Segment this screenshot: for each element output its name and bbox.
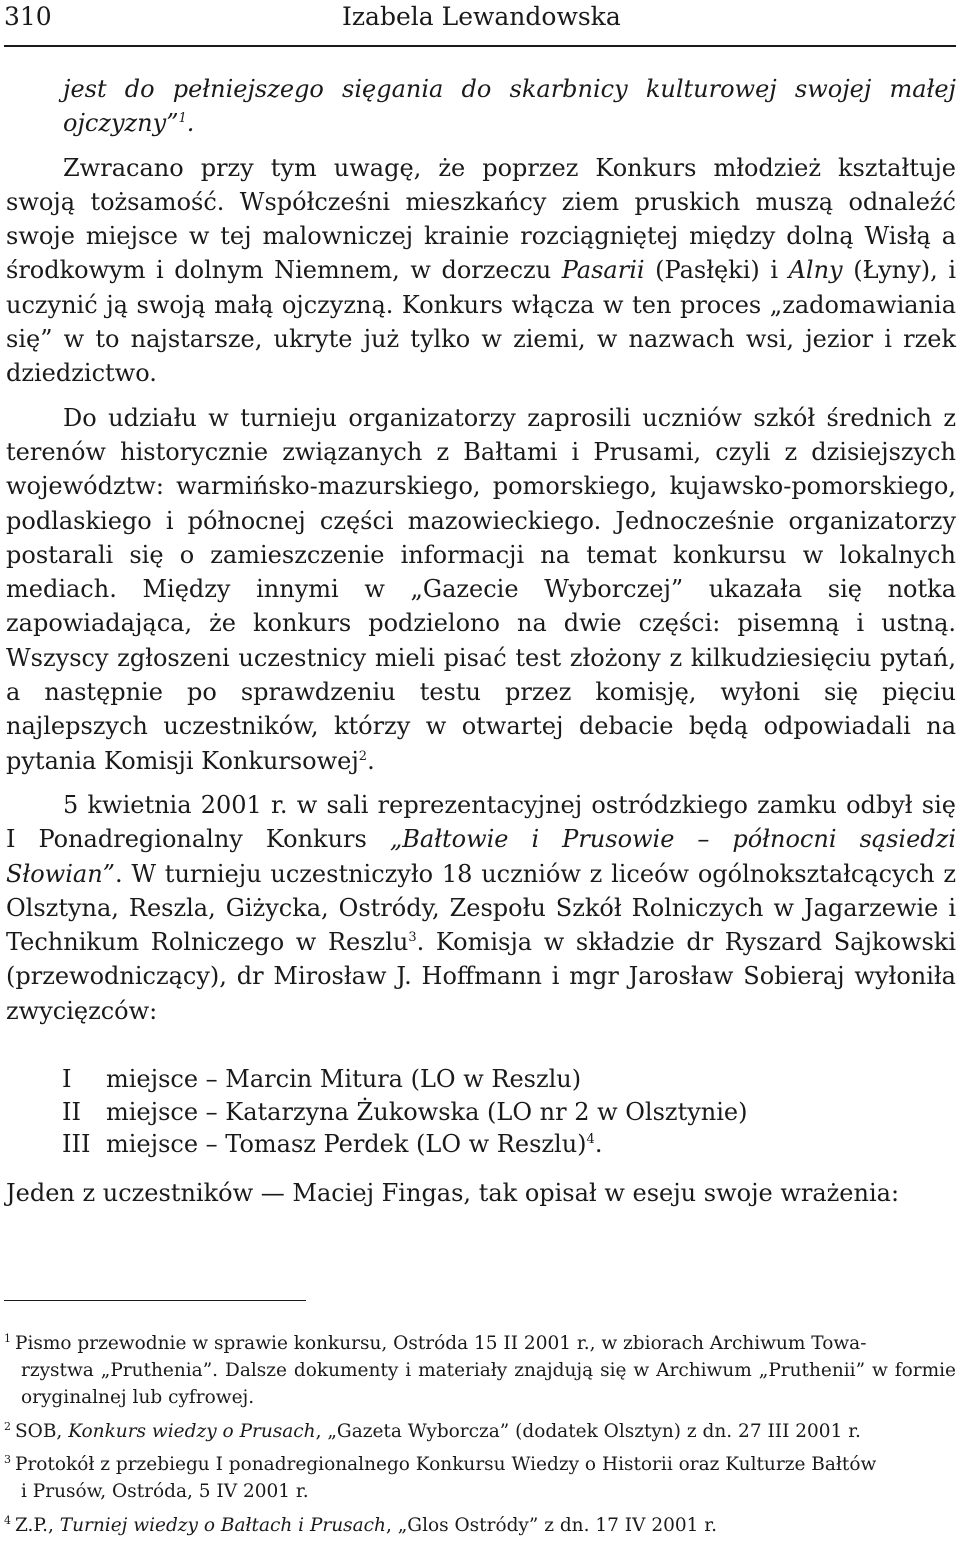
main-text (6, 72, 956, 1028)
footnote-text: Pismo przewodnie w sprawie konkursu, Ostróda 15 II 2001 r., w zbiorach Archiwum Towa- (15, 1333, 867, 1354)
running-header (4, 2, 956, 38)
term-pasarii: Pasarii (561, 256, 645, 285)
footnote-number: 2 (4, 1419, 11, 1433)
winner-name: miejsce – Katarzyna Żukowska (LO nr 2 w Olsztynie) (106, 1097, 748, 1126)
footnote-text: Z.P., (15, 1515, 60, 1536)
winner-row (62, 1128, 747, 1161)
footnote-text: Protokół z przebiegu I ponadregionalnego Konkursu Wiedzy o Historii oraz Kulturze Bałtów (15, 1454, 877, 1475)
footnote-text: , „Gazeta Wyborcza” (dodatek Olsztyn) z dn. 27 III 2001 r. (315, 1421, 861, 1442)
winner-text (106, 1063, 581, 1096)
winners-list (62, 1063, 747, 1161)
paragraph-participants (6, 401, 956, 778)
footnote-rule (4, 1300, 306, 1301)
footnote-ref-2: 2 (358, 748, 368, 764)
essay-intro-line: Jeden z uczestników — Maciej Fingas, tak opisał w eseju swoje wrażenia: (6, 1179, 900, 1207)
winner-row (62, 1063, 747, 1096)
footnote-1 (4, 1330, 956, 1411)
para3-part-b: . W turnieju uczestniczyło 18 uczniów z liceów ogólnokształcących z Olsztyna, Reszla, Giżycka, Ostródy, Zespołu Szkół Rolniczych w Jagarzewie i Technikum Rolniczego w Reszlu (6, 859, 956, 957)
winner-name: miejsce – Marcin Mitura (LO w Reszlu) (106, 1065, 582, 1093)
term-alny: Alny (788, 256, 843, 285)
winner-place: III (62, 1130, 91, 1158)
running-head-author: Izabela Lewandowska (342, 2, 621, 31)
para1-part-b: (Pasłęki) i (644, 256, 789, 285)
winner-place: II (62, 1097, 81, 1126)
para3-part-a: 5 kwietnia 2001 r. w sali reprezentacyjnej ostródzkiego zamku odbył się I Ponadregionalny Konkurs (6, 790, 956, 854)
paragraph-identity (6, 151, 956, 391)
winner-text (106, 1128, 602, 1161)
para1-part-a: Zwracano przy tym uwagę, że poprzez Konkurs młodzież kształtuje swoją tożsamość. Współcześni mieszkańcy ziem pruskich muszą odnaleźć swoje miejsce w tej malowniczej krainie rozciągniętej między dolną Wisłą a środkowym i dolnym Niemnem, w dorzeczu (6, 153, 956, 285)
footnote-4 (4, 1512, 956, 1539)
para2-end: . (367, 746, 375, 775)
footnote-continuation: rzystwa „Pruthenia”. Dalsze dokumenty i materiały znajdują się w Archiwum „Pruthenii” w formie oryginalnej lub cyfrowej. (21, 1360, 956, 1408)
footnote-text: SOB, (15, 1421, 69, 1442)
footnote-ref-4: 4 (586, 1132, 595, 1147)
footnote-continuation: i Prusów, Ostróda, 5 IV 2001 r. (21, 1481, 309, 1502)
para1-part-c: (Łyny), i uczynić ją swoją małą ojczyzną. Konkurs włącza w ten proces „zadomawiania się” w to najstarsze, ukryte już tylko w ziemi, w nazwach wsi, jezior i rzek dziedzictwo. (6, 256, 957, 388)
footnote-title: Konkurs wiedzy o Prusach (68, 1421, 316, 1442)
footnote-3-line (4, 1451, 956, 1478)
para2-text: Do udziału w turnieju organizatorzy zaprosili uczniów szkół średnich z terenów historycznie związanych z Bałtami i Prusami, czyli z dzisiejszych województw: warmińsko-mazurskiego, pomorskiego, kujawsko-pomorskiego, podlaskiego i północnej części mazowieckiego. Jednocześnie organizatorzy postarali się o zamieszczenie informacji na temat konkursu w lokalnych mediach. Między innymi w „Gazecie Wyborczej” ukazała się notka zapowiadająca, że konkurs podzielono na dwie części: pisemną i ustną. Wszyscy zgłoszeni uczestnicy mieli pisać test złożony z kilkudziesięciu pytań, a następnie po sprawdzeniu testu przez komisję, wyłoni się pięciu najlepszych uczestników, którzy w otwartej debacie będą odpowiadali na pytania Komisji Konkursowej (6, 403, 956, 775)
quote-paragraph (6, 72, 956, 141)
footnote-number: 3 (4, 1452, 11, 1466)
page-number: 310 (4, 2, 52, 31)
winner-end: . (594, 1130, 603, 1158)
footnote-number: 1 (4, 1331, 11, 1345)
paragraph-contest (6, 788, 956, 1028)
footnote-1-line (4, 1330, 956, 1357)
winner-row (62, 1096, 747, 1129)
footnote-ref-3: 3 (408, 930, 417, 946)
contest-title: „Bałtowie i Prusowie – północni sąsiedzi Słowian” (6, 825, 956, 888)
footnote-3 (4, 1451, 956, 1505)
winner-name: miejsce – Tomasz Perdek (LO w Reszlu) (106, 1130, 587, 1158)
footnote-number: 4 (4, 1513, 11, 1527)
quote-end: . (186, 109, 195, 138)
footnote-text: , „Glos Ostródy” z dn. 17 IV 2001 r. (385, 1515, 717, 1536)
footnote-ref-1: 1 (178, 111, 187, 127)
para3-part-c: . Komisja w składzie dr Ryszard Sajkowski (przewodniczący), dr Mirosław J. Hoffmann i mgr Jarosław Sobieraj wyłoniła zwycięzców: (6, 928, 956, 1025)
winner-text (106, 1096, 747, 1129)
header-rule (4, 45, 956, 47)
quote-text: jest do pełniejszego sięgania do skarbnicy kulturowej swojej małej ojczyzny” (63, 75, 956, 138)
winner-place: I (62, 1065, 72, 1093)
footnote-title: Turniej wiedzy o Bałtach i Prusach (59, 1515, 386, 1536)
footnote-2 (4, 1418, 956, 1445)
